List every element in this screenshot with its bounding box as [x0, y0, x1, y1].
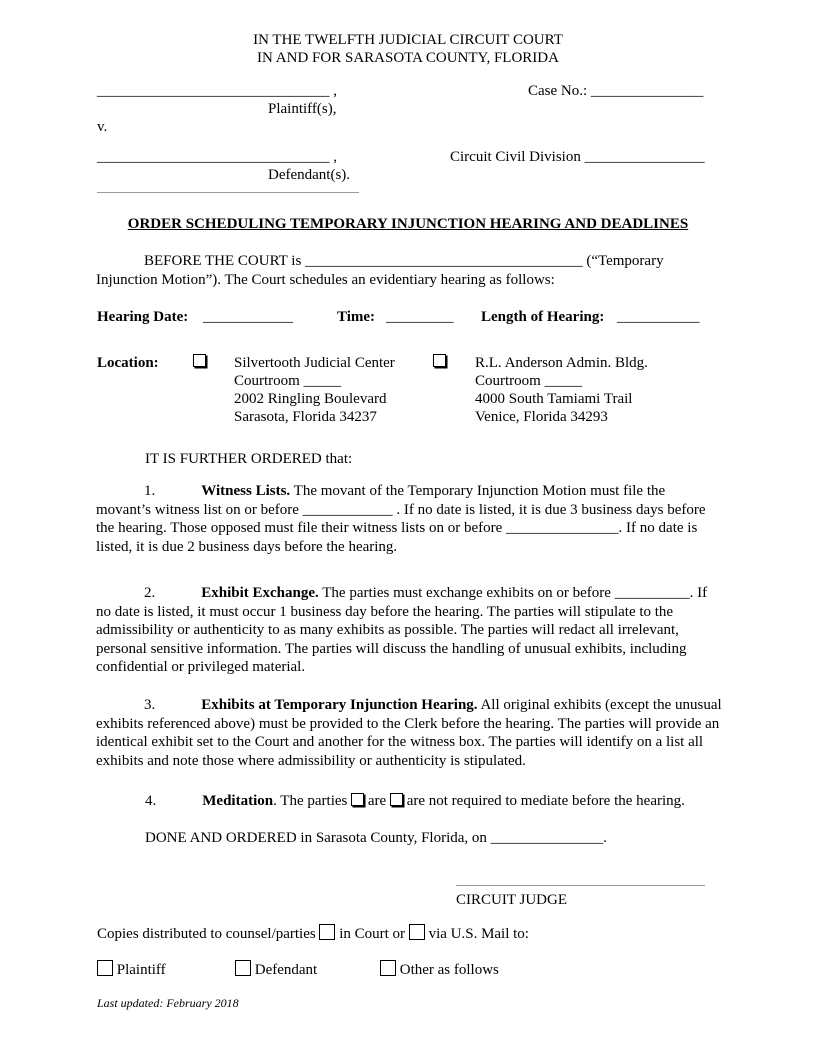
item-1-heading: Witness Lists. — [201, 483, 291, 499]
item-exhibits-at-hearing — [96, 696, 722, 770]
defendant-blank[interactable]: _______________________________ , — [97, 149, 337, 165]
copy-other — [380, 960, 499, 979]
item-3-number: 3. — [144, 697, 156, 713]
item-3-text: All original exhibits (except the unusual exhibits referenced above) must be provided to the Clerk before the hearing. The parties will provide an identical exhibit set to the Court and another for the witness box. The parties will identify on a list all exhibits and note those where admissibility or authenticity is stipulated. — [96, 697, 722, 769]
mediation-are-checkbox[interactable] — [351, 793, 364, 806]
in-court-checkbox[interactable] — [319, 924, 335, 940]
location-2-courtroom[interactable]: Courtroom _____ — [475, 373, 583, 389]
location-2-checkbox[interactable] — [433, 353, 446, 371]
other-checkbox[interactable] — [380, 960, 396, 976]
further-ordered: IT IS FURTHER ORDERED that: — [145, 451, 353, 467]
hearing-length-label: Length of Hearing: — [481, 309, 605, 325]
item-2-text: The parties must exchange exhibits on or before __________. If no date is listed, it must occur 1 business day before the hearing. The parties will stipulate to the admissibility or authenticity to as many exhibits as possible. The parties will redact all irrelevant, personal sensitive information. The parties will discuss the handling of unusual exhibits, including confidential or privileged material. — [96, 585, 708, 676]
done-and-ordered: DONE AND ORDERED in Sarasota County, Florida, on _______________. — [145, 830, 607, 846]
item-2-number: 2. — [144, 585, 156, 601]
item-mediation — [145, 792, 685, 810]
order-title: ORDER SCHEDULING TEMPORARY INJUNCTION HEARING AND DEADLINES — [127, 216, 689, 232]
item-4-are-not: are not required to mediate before the hearing. — [402, 793, 685, 809]
defendant-checkbox[interactable] — [235, 960, 251, 976]
copies-line — [97, 924, 529, 943]
court-name: IN THE TWELFTH JUDICIAL CIRCUIT COURT — [253, 32, 563, 48]
item-4-pre: . The parties — [273, 793, 352, 809]
item-1-text: The movant of the Temporary Injunction Motion must file the movant’s witness list on or before ____________ . If no date is listed, it is due 3 business days before the hearing. Those opposed must file their witness lists on or before _______________. If no date is listed, it is due 2 business days before the hearing. — [96, 483, 706, 555]
item-witness-lists — [96, 482, 722, 556]
defendant-copy-label: Defendant — [254, 962, 318, 978]
last-updated: Last updated: February 2018 — [97, 996, 239, 1010]
copies-text: Copies distributed to counsel/parties — [97, 926, 320, 942]
location-label: Location: — [97, 355, 159, 371]
intro-paragraph — [96, 252, 722, 289]
copy-defendant — [235, 960, 317, 979]
plaintiff-blank[interactable]: _______________________________ , — [97, 83, 337, 99]
location-2-name: R.L. Anderson Admin. Bldg. — [475, 355, 648, 371]
via-mail-label: via U.S. Mail to: — [424, 926, 529, 942]
item-4-heading: Meditation — [202, 793, 274, 809]
mediation-are-not-checkbox[interactable] — [390, 793, 403, 806]
intro-text-2: (“Temporary Injunction Motion”). The Court schedules an evidentiary hearing as follows: — [96, 253, 664, 288]
location-1-city: Sarasota, Florida 34237 — [234, 409, 377, 425]
location-1-street: 2002 Ringling Boulevard — [234, 391, 387, 407]
circuit-judge: CIRCUIT JUDGE — [456, 892, 567, 908]
other-copy-label: Other as follows — [399, 962, 499, 978]
location-1-checkbox[interactable] — [193, 353, 206, 371]
signature-line[interactable] — [456, 885, 705, 886]
motion-blank[interactable]: _____________________________________ — [305, 253, 583, 269]
plaintiff-copy-label: Plaintiff — [116, 962, 166, 978]
defendant-label: Defendant(s). — [268, 167, 351, 183]
item-4-number: 4. — [145, 793, 157, 809]
item-4-are: are — [364, 793, 390, 809]
item-2-heading: Exhibit Exchange. — [201, 585, 319, 601]
plaintiff-checkbox[interactable] — [97, 960, 113, 976]
case-number[interactable]: Case No.: _______________ — [528, 83, 704, 99]
division[interactable]: Circuit Civil Division ________________ — [450, 149, 705, 165]
via-mail-checkbox[interactable] — [409, 924, 425, 940]
intro-text: BEFORE THE COURT is — [144, 253, 306, 269]
location-2-street: 4000 South Tamiami Trail — [475, 391, 633, 407]
item-1-number: 1. — [144, 483, 156, 499]
in-court-label: in Court or — [335, 926, 409, 942]
item-exhibit-exchange — [96, 584, 722, 677]
county-name: IN AND FOR SARASOTA COUNTY, FLORIDA — [257, 50, 559, 66]
copy-plaintiff — [97, 960, 166, 979]
hearing-length-blank[interactable]: ___________ — [617, 309, 700, 325]
hearing-time-label: Time: — [337, 309, 376, 325]
hearing-date-blank[interactable]: ____________ — [203, 309, 293, 325]
versus: v. — [97, 119, 108, 135]
hearing-time-blank[interactable]: _________ — [386, 309, 454, 325]
hearing-date-label: Hearing Date: — [97, 309, 189, 325]
item-3-heading: Exhibits at Temporary Injunction Hearing. — [201, 697, 478, 713]
location-1-courtroom[interactable]: Courtroom _____ — [234, 373, 342, 389]
caption-divider — [97, 192, 359, 193]
location-2-city: Venice, Florida 34293 — [475, 409, 608, 425]
plaintiff-label: Plaintiff(s), — [268, 101, 337, 117]
location-1-name: Silvertooth Judicial Center — [234, 355, 395, 371]
